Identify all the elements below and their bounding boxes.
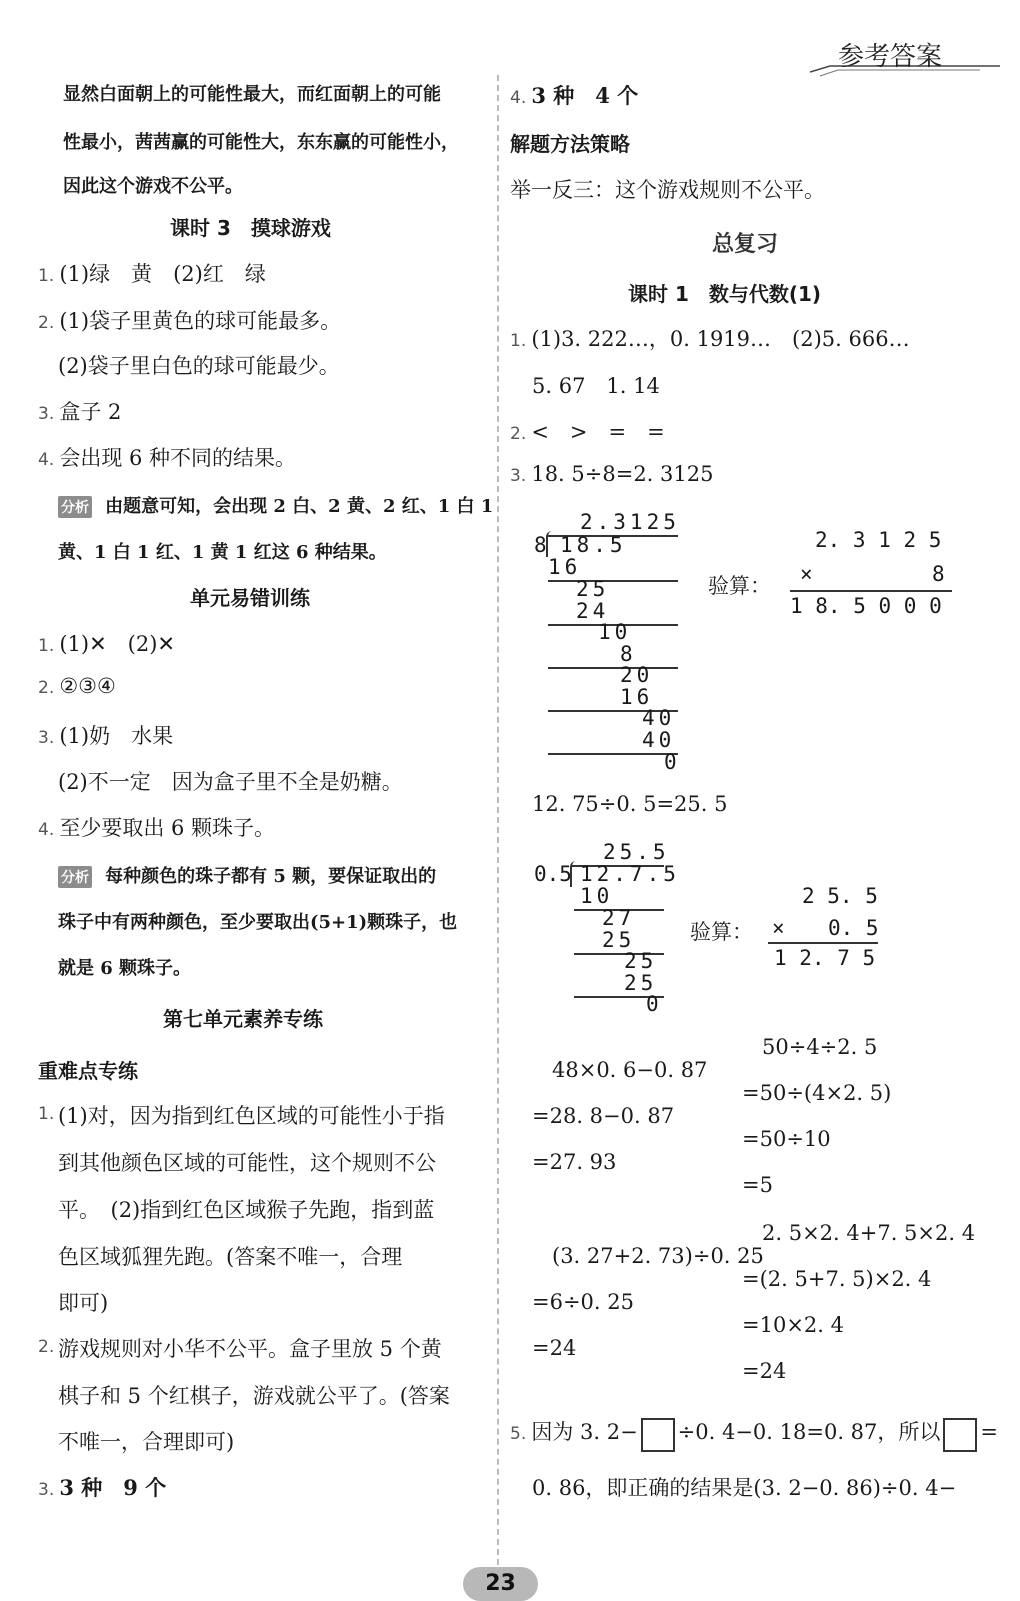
check1-multiplier: 8 bbox=[932, 562, 945, 586]
calc-a-line-1: 48×0. 6−0. 87 bbox=[552, 1058, 708, 1082]
division2-row: 25 bbox=[624, 949, 658, 973]
division2-quotient: 25.5 bbox=[603, 840, 670, 864]
question-number: 3. bbox=[38, 728, 55, 748]
blank-box bbox=[943, 1418, 977, 1452]
u-q4 bbox=[38, 812, 275, 842]
q5-text-end: = bbox=[980, 1420, 999, 1444]
u-q2 bbox=[38, 674, 116, 698]
calc-c-line-2: =6÷0. 25 bbox=[532, 1290, 634, 1314]
l3-q3 bbox=[38, 396, 121, 426]
u-q3 bbox=[38, 720, 173, 750]
strategy-text: 举一反三：这个游戏规则不公平。 bbox=[510, 178, 825, 202]
unit-error-title: 单元易错训练 bbox=[190, 586, 310, 610]
calc-d-line-4: =24 bbox=[742, 1359, 787, 1383]
division1-rule bbox=[548, 580, 678, 582]
question-number: 2. bbox=[510, 424, 527, 444]
r2 bbox=[510, 416, 665, 446]
division2-row: 10 bbox=[580, 884, 614, 908]
r3 bbox=[510, 462, 713, 486]
header-title: 参考答案 bbox=[838, 42, 943, 72]
question-number: 1. bbox=[510, 331, 527, 351]
question-number: 5. bbox=[510, 1424, 527, 1444]
calc-b-line-2: =50÷(4×2. 5) bbox=[742, 1081, 892, 1105]
u-analysis-2: 珠子中有两种颜色，至少要取出(5+1)颗珠子，也 bbox=[58, 912, 458, 933]
check2-rule bbox=[768, 942, 878, 944]
answer-text: 3 种 4 个 bbox=[531, 83, 639, 108]
division1-row: 24 bbox=[576, 599, 610, 623]
k-q1-line-5: 即可) bbox=[58, 1291, 109, 1315]
question-number: 4. bbox=[38, 450, 55, 470]
l3-analysis-1 bbox=[58, 492, 493, 518]
answer-text: < > = = bbox=[531, 420, 665, 444]
calc-a-line-2: =28. 8−0. 87 bbox=[532, 1104, 675, 1128]
k-q2-line-2: 棋子和 5 个红棋子，游戏就公平了。(答案 bbox=[58, 1384, 450, 1408]
division2-dividend: 12.7.5 bbox=[580, 862, 680, 886]
check2-result: 1 2. 7 5 bbox=[774, 946, 876, 970]
check1-operator: × bbox=[800, 562, 813, 586]
column-divider bbox=[497, 75, 499, 1565]
check2-multiplier: 0. 5 bbox=[828, 916, 879, 940]
division1-divisor: 8 bbox=[534, 533, 547, 557]
answer-text: (1)✕ (2)✕ bbox=[59, 632, 176, 656]
answer-text: (1)3. 222…，0. 1919… (2)5. 666… bbox=[531, 327, 910, 351]
calc-c-line-1: (3. 27+2. 73)÷0. 25 bbox=[552, 1244, 764, 1268]
answer-text: 18. 5÷8=2. 3125 bbox=[531, 462, 714, 486]
k-q1-line-1: (1)对，因为指到红色区域的可能性小于指 bbox=[58, 1104, 445, 1128]
review-title: 总复习 bbox=[712, 232, 779, 257]
r-q4 bbox=[510, 80, 638, 110]
calc-b-line-1: 50÷4÷2. 5 bbox=[762, 1035, 878, 1059]
division2-equation: 12. 75÷0. 5=25. 5 bbox=[532, 792, 728, 816]
calc-b-line-4: =5 bbox=[742, 1173, 773, 1197]
division1-rule bbox=[548, 753, 678, 755]
answer-text: 盒子 2 bbox=[59, 400, 122, 424]
check2-operator: × bbox=[772, 916, 785, 940]
l3-analysis-2: 黄、1 白 1 红、1 黄 1 红这 6 种结果。 bbox=[58, 542, 387, 563]
division1-row: 40 bbox=[642, 706, 676, 730]
check1-rule bbox=[790, 590, 952, 592]
question-number: 2. bbox=[38, 678, 55, 698]
answer-text: (1)绿 黄 (2)红 绿 bbox=[59, 262, 266, 286]
l3-q4 bbox=[38, 442, 296, 472]
k-q2-line-1: 游戏规则对小华不公平。盒子里放 5 个黄 bbox=[58, 1337, 442, 1361]
u-q3-part2: (2)不一定 因为盒子里不全是奶糖。 bbox=[58, 770, 403, 794]
division1-row: 25 bbox=[576, 577, 610, 601]
division1-row: 10 bbox=[598, 620, 632, 644]
question-number: 4. bbox=[38, 820, 55, 840]
intro-line-3: 因此这个游戏不公平。 bbox=[63, 176, 243, 197]
division1-quotient: 2.3125 bbox=[580, 510, 680, 534]
answer-text: (1)奶 水果 bbox=[59, 724, 174, 748]
analysis-tag: 分析 bbox=[58, 496, 92, 518]
calc-b-line-3: =50÷10 bbox=[742, 1127, 831, 1151]
unit7-title: 第七单元素养专练 bbox=[163, 1007, 323, 1031]
answer-text: ②③④ bbox=[59, 674, 116, 698]
lesson1-title: 课时 1 数与代数(1) bbox=[628, 282, 822, 306]
l3-q2-part2: (2)袋子里白色的球可能最少。 bbox=[58, 354, 340, 378]
division2-row: 25 bbox=[602, 928, 636, 952]
q5-text-start: 因为 3. 2− bbox=[531, 1420, 638, 1444]
u-analysis-1 bbox=[58, 862, 436, 888]
analysis-text: 每种颜色的珠子都有 5 颗，要保证取出的 bbox=[105, 866, 437, 887]
analysis-text: 由题意可知，会出现 2 白、2 黄、2 红、1 白 1 bbox=[105, 496, 494, 517]
calc-c-line-3: =24 bbox=[532, 1336, 577, 1360]
question-number: 3. bbox=[38, 404, 55, 424]
check1-result: 1 8. 5 0 0 0 bbox=[790, 594, 942, 618]
l3-q2 bbox=[38, 305, 341, 335]
u-analysis-3: 就是 6 颗珠子。 bbox=[58, 958, 192, 979]
strategy-title: 解题方法策略 bbox=[510, 132, 630, 156]
division1-row: 8 bbox=[620, 642, 637, 666]
question-number: 1. bbox=[38, 636, 55, 656]
check2-label: 验算： bbox=[690, 920, 753, 944]
r-q5 bbox=[510, 1416, 998, 1452]
answer-text: 至少要取出 6 颗珠子。 bbox=[59, 816, 276, 840]
u-q1 bbox=[38, 628, 175, 658]
division1-row: 40 bbox=[642, 728, 676, 752]
check1-multiplicand: 2. 3 1 2 5 bbox=[815, 528, 942, 552]
intro-line-2: 性最小，茜茜赢的可能性大，东东赢的可能性小， bbox=[63, 132, 459, 153]
division1-row: 16 bbox=[548, 555, 582, 579]
analysis-tag: 分析 bbox=[58, 866, 92, 888]
key-points-title: 重难点专练 bbox=[38, 1059, 138, 1083]
division2-row: 27 bbox=[602, 906, 636, 930]
answer-text: 3 种 9 个 bbox=[59, 1475, 167, 1500]
k-q1-number: 1. bbox=[38, 1104, 55, 1124]
division1-row: 16 bbox=[620, 685, 654, 709]
calc-d-line-1: 2. 5×2. 4+7. 5×2. 4 bbox=[762, 1221, 976, 1245]
division1-row: 0 bbox=[664, 750, 677, 774]
k-q2-number: 2. bbox=[38, 1337, 55, 1357]
question-number: 3. bbox=[38, 1480, 55, 1500]
division2-row: 25 bbox=[624, 971, 658, 995]
r-q5-line-2: 0. 86，即正确的结果是(3. 2−0. 86)÷0. 4− bbox=[532, 1476, 957, 1500]
k-q1-line-4: 色区域狐狸先跑。(答案不唯一，合理 bbox=[58, 1245, 403, 1269]
l3-q1 bbox=[38, 258, 266, 288]
k-q1-line-2: 到其他颜色区域的可能性，这个规则不公 bbox=[58, 1151, 436, 1175]
division1-rule bbox=[548, 667, 678, 669]
division2-bracket bbox=[570, 861, 578, 887]
check1-label: 验算： bbox=[708, 574, 771, 598]
division2-divisor: 0.5 bbox=[534, 862, 572, 886]
k-q1-line-3: 平。 (2)指到红色区域猴子先跑，指到蓝 bbox=[58, 1198, 435, 1222]
r1-part2: 5. 67 1. 14 bbox=[532, 374, 660, 398]
k-q2-line-3: 不唯一，合理即可) bbox=[58, 1430, 235, 1454]
division2-row: 0 bbox=[646, 992, 659, 1016]
division1-dividend: 18.5 bbox=[560, 533, 627, 557]
question-number: 1. bbox=[38, 266, 55, 286]
intro-line-1: 显然白面朝上的可能性最大，而红面朝上的可能 bbox=[63, 84, 441, 105]
check2-multiplicand: 2 5. 5 bbox=[802, 884, 878, 908]
page-number: 23 bbox=[463, 1567, 538, 1601]
calc-d-line-2: =(2. 5+7. 5)×2. 4 bbox=[742, 1267, 932, 1291]
calc-a-line-3: =27. 93 bbox=[532, 1150, 617, 1174]
r1 bbox=[510, 323, 910, 353]
blank-box bbox=[641, 1418, 675, 1452]
question-number: 2. bbox=[38, 313, 55, 333]
division1-row: 20 bbox=[620, 663, 654, 687]
answer-text: 会出现 6 种不同的结果。 bbox=[59, 446, 297, 470]
q5-text-middle: ÷0. 4−0. 18=0. 87，所以 bbox=[677, 1420, 941, 1444]
division1-bracket bbox=[546, 531, 554, 557]
lesson3-title: 课时 3 摸球游戏 bbox=[170, 216, 331, 240]
k-q3 bbox=[38, 1472, 166, 1502]
answer-text: (1)袋子里黄色的球可能最多。 bbox=[59, 309, 342, 333]
question-number: 3. bbox=[510, 466, 527, 486]
question-number: 4. bbox=[510, 88, 527, 108]
calc-d-line-3: =10×2. 4 bbox=[742, 1313, 844, 1337]
